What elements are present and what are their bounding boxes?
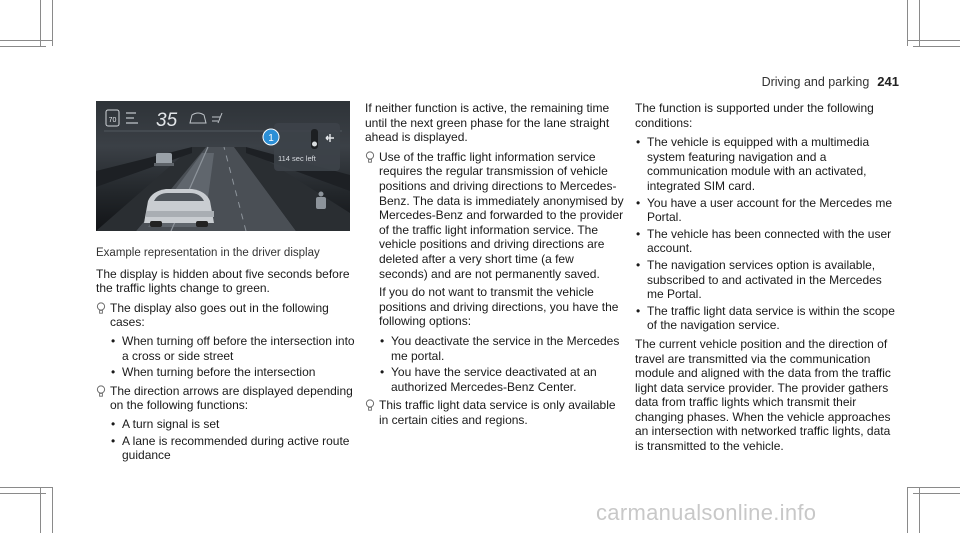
- column-3: [635, 101, 897, 459]
- column-1: [96, 101, 356, 467]
- crop-mark: [913, 493, 960, 494]
- section-title: Driving and parking: [761, 75, 870, 89]
- bullet-list: [110, 334, 356, 380]
- note-text: The display also goes out in the following cases:: [110, 300, 329, 330]
- crop-mark: [0, 40, 52, 41]
- bullet: •: [111, 433, 116, 448]
- list-item: • The traffic light data service is within the scope of the navigation service.: [636, 303, 895, 333]
- crop-mark: [913, 46, 960, 47]
- bullet: •: [111, 365, 116, 380]
- note-icon: [96, 385, 106, 397]
- list-item: • You have the service deactivated at an authorized Mercedes-Benz Center.: [380, 365, 597, 394]
- crop-mark: [907, 487, 960, 488]
- paragraph: The function is supported under the following conditions:: [635, 101, 874, 130]
- bullet: •: [636, 303, 641, 318]
- bullet: •: [111, 416, 116, 431]
- note-text: Use of the traffic light information service requires the regular transmission of vehicle positions and driving directions to Mercedes-Benz. The data is immediately anonymised by Mercedes-Benz and forwarded to the provider of the traffic light information service. The vehicle positions and driving directions are deleted after a very short time (a few seconds) and are not permanently saved.: [379, 149, 624, 281]
- bullet: •: [636, 195, 641, 210]
- bullet: •: [636, 257, 641, 272]
- note-text: This traffic light data service is only available in certain cities and regions.: [379, 398, 616, 427]
- crop-mark: [907, 487, 908, 533]
- list-item: • You deactivate the service in the Mercedes me portal.: [380, 333, 620, 363]
- list-item: • A turn signal is set: [111, 416, 220, 431]
- speed-limit-value: 70: [108, 117, 117, 124]
- watermark: carmanualsonline.info: [596, 500, 817, 525]
- list-item: • When turning before the intersection: [111, 365, 316, 380]
- note-icon: [96, 302, 106, 314]
- list-item: • The vehicle has been connected with the user account.: [636, 226, 892, 256]
- page-number: 241: [877, 74, 899, 89]
- driver-display-illustration: [96, 101, 350, 231]
- bullet: •: [636, 135, 641, 150]
- crop-mark: [0, 493, 46, 494]
- note: [96, 301, 356, 330]
- paragraph: If you do not want to transmit the vehicle positions and driving directions, you have the following options:: [379, 285, 619, 329]
- bullet: •: [380, 365, 385, 380]
- figure-caption: Example representation in the driver display: [96, 247, 320, 259]
- list-item: • When turning off before the intersection into a cross or side street: [111, 333, 355, 363]
- crop-mark: [0, 487, 52, 488]
- bullet-list: [635, 135, 897, 333]
- paragraph: If neither function is active, the remaining time until the next green phase for the lane straight ahead is displayed.: [365, 101, 610, 145]
- list-item: • The navigation services option is available, subscribed to and activated in the Mercedes me Portal.: [636, 257, 882, 302]
- paragraph: The current vehicle position and the direction of travel are transmitted via the communication module and aligned with the data from the traffic light data service provider. The provider gathers data from traffic lights which transmit their changing phases. When the vehicle approaches an intersection with networked traffic lights, data is transmitted to the vehicle.: [635, 336, 891, 454]
- crop-mark: [52, 0, 53, 46]
- bullet: •: [636, 226, 641, 241]
- note: [96, 384, 356, 413]
- list-item: • You have a user account for the Mercedes me Portal.: [636, 195, 893, 225]
- driver-display-figure: [96, 101, 350, 231]
- speed-readout: 35: [156, 110, 178, 131]
- note-icon: [365, 151, 375, 163]
- note: [365, 398, 625, 427]
- bullet: •: [111, 333, 116, 348]
- list-item: • The vehicle is equipped with a multimedia system featuring navigation and a communication module with an activated, integrated SIM card.: [636, 135, 870, 193]
- column-2: [365, 101, 625, 431]
- note-text: The direction arrows are displayed depending on the following functions:: [110, 383, 353, 413]
- bullet-list: [379, 334, 625, 394]
- crop-mark: [907, 40, 960, 41]
- intro-paragraph: The display is hidden about five seconds before the traffic lights change to green.: [96, 266, 350, 296]
- bullet: •: [380, 333, 385, 348]
- countdown-label: 114 sec left: [278, 154, 316, 163]
- note-icon: [365, 399, 375, 411]
- note: [365, 150, 625, 281]
- callout-marker-label: 1: [268, 133, 274, 144]
- list-item: • A lane is recommended during active route guidance: [111, 433, 350, 463]
- bullet-list: [110, 417, 356, 463]
- crop-mark: [0, 46, 46, 47]
- running-header: [762, 74, 899, 89]
- crop-mark: [52, 487, 53, 533]
